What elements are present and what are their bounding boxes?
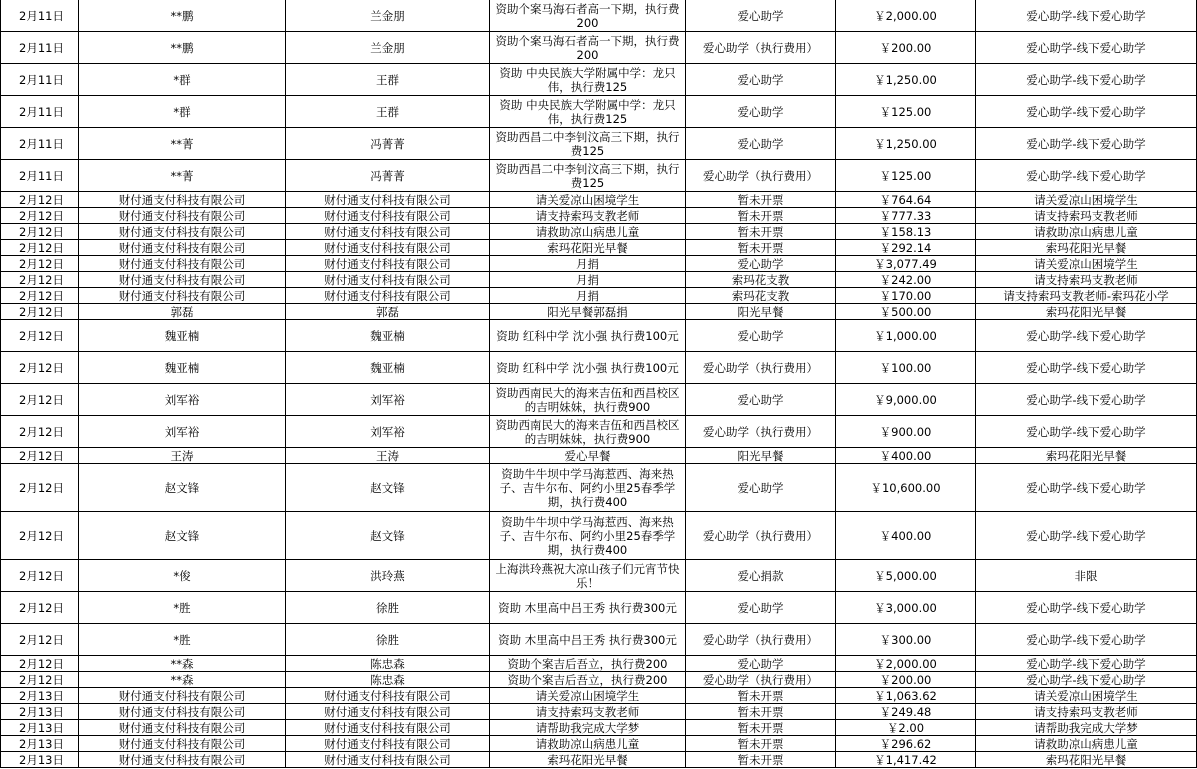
donor-cell: 赵文锋 — [79, 464, 286, 512]
date-cell: 2月13日 — [0, 704, 79, 720]
date-cell: 2月11日 — [0, 0, 79, 32]
project-cell: 爱心助学-线下爱心助学 — [976, 416, 1197, 448]
project-cell: 爱心助学-线下爱心助学 — [976, 352, 1197, 384]
project-cell: 请关爱凉山困境学生 — [976, 688, 1197, 704]
type-cell: 暂未开票 — [686, 736, 836, 752]
memo-cell: 月捐 — [490, 272, 686, 288]
donor-cell: 财付通支付科技有限公司 — [79, 272, 286, 288]
memo-cell: 资助 红科中学 沈小强 执行费100元 — [490, 320, 686, 352]
amount-cell: ￥2,000.00 — [836, 656, 976, 672]
donor-cell: 财付通支付科技有限公司 — [79, 240, 286, 256]
project-cell: 请救助凉山病患儿童 — [976, 736, 1197, 752]
memo-cell: 资助牛牛坝中学马海惹西、海来热子、吉牛尔布、阿约小里25春季学期，执行费400 — [490, 512, 686, 560]
donor-cell: **菁 — [79, 128, 286, 160]
project-cell: 爱心助学-线下爱心助学 — [976, 64, 1197, 96]
amount-cell: ￥125.00 — [836, 96, 976, 128]
project-cell: 爱心助学-线下爱心助学 — [976, 32, 1197, 64]
project-cell: 请支持索玛支教老师 — [976, 208, 1197, 224]
type-cell: 爱心捐款 — [686, 560, 836, 592]
memo-cell: 资助 木里高中吕王秀 执行费300元 — [490, 624, 686, 656]
project-cell: 索玛花阳光早餐 — [976, 448, 1197, 464]
amount-cell: ￥3,000.00 — [836, 592, 976, 624]
project-cell: 爱心助学-线下爱心助学 — [976, 128, 1197, 160]
name-cell: 财付通支付科技有限公司 — [286, 256, 490, 272]
donor-cell: 魏亚楠 — [79, 320, 286, 352]
memo-cell: 爱心早餐 — [490, 448, 686, 464]
donor-cell: **森 — [79, 656, 286, 672]
table-row — [0, 560, 1197, 592]
donor-cell: *群 — [79, 64, 286, 96]
project-cell: 爱心助学-线下爱心助学 — [976, 592, 1197, 624]
project-cell: 索玛花阳光早餐 — [976, 752, 1197, 768]
memo-cell: 资助西昌二中李钊汶高三下期，执行费125 — [490, 128, 686, 160]
type-cell: 暂未开票 — [686, 208, 836, 224]
donor-cell: *胜 — [79, 592, 286, 624]
date-cell: 2月12日 — [0, 256, 79, 272]
donor-cell: 魏亚楠 — [79, 352, 286, 384]
donor-cell: *俊 — [79, 560, 286, 592]
type-cell: 索玛花支教 — [686, 272, 836, 288]
donor-cell: **鹏 — [79, 32, 286, 64]
name-cell: 魏亚楠 — [286, 352, 490, 384]
date-cell: 2月12日 — [0, 224, 79, 240]
table-row — [0, 128, 1197, 160]
amount-cell: ￥2.00 — [836, 720, 976, 736]
type-cell: 索玛花支教 — [686, 288, 836, 304]
date-cell: 2月12日 — [0, 352, 79, 384]
name-cell: 财付通支付科技有限公司 — [286, 720, 490, 736]
donor-cell: 赵文锋 — [79, 512, 286, 560]
table-row — [0, 592, 1197, 624]
table-row — [0, 752, 1197, 768]
name-cell: 财付通支付科技有限公司 — [286, 736, 490, 752]
amount-cell: ￥1,063.62 — [836, 688, 976, 704]
type-cell: 爱心助学（执行费用） — [686, 160, 836, 192]
date-cell: 2月12日 — [0, 240, 79, 256]
type-cell: 阳光早餐 — [686, 448, 836, 464]
memo-cell: 请救助凉山病患儿童 — [490, 736, 686, 752]
donor-cell: 刘军裕 — [79, 416, 286, 448]
amount-cell: ￥200.00 — [836, 672, 976, 688]
name-cell: 陈忠森 — [286, 656, 490, 672]
memo-cell: 资助西南民大的海来吉伍和西昌校区的吉明妹妹，执行费900 — [490, 384, 686, 416]
amount-cell: ￥900.00 — [836, 416, 976, 448]
table-row — [0, 720, 1197, 736]
amount-cell: ￥300.00 — [836, 624, 976, 656]
donor-cell: **鹏 — [79, 0, 286, 32]
type-cell: 爱心助学 — [686, 256, 836, 272]
donor-cell: 财付通支付科技有限公司 — [79, 704, 286, 720]
memo-cell: 资助 红科中学 沈小强 执行费100元 — [490, 352, 686, 384]
name-cell: 财付通支付科技有限公司 — [286, 272, 490, 288]
amount-cell: ￥5,000.00 — [836, 560, 976, 592]
table-row — [0, 672, 1197, 688]
type-cell: 爱心助学 — [686, 384, 836, 416]
project-cell: 请支持索玛支教老师 — [976, 704, 1197, 720]
name-cell: 徐胜 — [286, 592, 490, 624]
project-cell: 请关爱凉山困境学生 — [976, 192, 1197, 208]
amount-cell: ￥170.00 — [836, 288, 976, 304]
amount-cell: ￥400.00 — [836, 448, 976, 464]
type-cell: 爱心助学 — [686, 592, 836, 624]
memo-cell: 上海洪玲燕祝大凉山孩子们元宵节快乐！ — [490, 560, 686, 592]
date-cell: 2月12日 — [0, 464, 79, 512]
memo-cell: 索玛花阳光早餐 — [490, 752, 686, 768]
donor-cell: 财付通支付科技有限公司 — [79, 688, 286, 704]
name-cell: 财付通支付科技有限公司 — [286, 240, 490, 256]
table-row — [0, 688, 1197, 704]
table-row — [0, 240, 1197, 256]
table-row — [0, 352, 1197, 384]
table-row — [0, 704, 1197, 720]
name-cell: 财付通支付科技有限公司 — [286, 208, 490, 224]
name-cell: 徐胜 — [286, 624, 490, 656]
donor-cell: 财付通支付科技有限公司 — [79, 736, 286, 752]
name-cell: 财付通支付科技有限公司 — [286, 688, 490, 704]
table-row — [0, 736, 1197, 752]
amount-cell: ￥777.33 — [836, 208, 976, 224]
date-cell: 2月12日 — [0, 208, 79, 224]
type-cell: 爱心助学 — [686, 128, 836, 160]
project-cell: 爱心助学-线下爱心助学 — [976, 320, 1197, 352]
project-cell: 爱心助学-线下爱心助学 — [976, 0, 1197, 32]
project-cell: 请帮助我完成大学梦 — [976, 720, 1197, 736]
amount-cell: ￥400.00 — [836, 512, 976, 560]
memo-cell: 月捐 — [490, 256, 686, 272]
name-cell: 陈忠森 — [286, 672, 490, 688]
table-row — [0, 272, 1197, 288]
name-cell: 王群 — [286, 96, 490, 128]
amount-cell: ￥500.00 — [836, 304, 976, 320]
memo-cell: 资助个案马海石者高一下期，执行费200 — [490, 32, 686, 64]
project-cell: 索玛花阳光早餐 — [976, 240, 1197, 256]
name-cell: 赵文锋 — [286, 512, 490, 560]
table-row — [0, 624, 1197, 656]
memo-cell: 资助个案吉后吾立，执行费200 — [490, 656, 686, 672]
project-cell: 爱心助学-线下爱心助学 — [976, 624, 1197, 656]
amount-cell: ￥764.64 — [836, 192, 976, 208]
amount-cell: ￥1,250.00 — [836, 64, 976, 96]
table-row — [0, 160, 1197, 192]
name-cell: 王群 — [286, 64, 490, 96]
memo-cell: 月捐 — [490, 288, 686, 304]
type-cell: 暂未开票 — [686, 240, 836, 256]
memo-cell: 请关爱凉山困境学生 — [490, 688, 686, 704]
donor-cell: 财付通支付科技有限公司 — [79, 208, 286, 224]
type-cell: 爱心助学 — [686, 464, 836, 512]
memo-cell: 资助 中央民族大学附属中学：龙只伟，执行费125 — [490, 96, 686, 128]
amount-cell: ￥9,000.00 — [836, 384, 976, 416]
table-row — [0, 448, 1197, 464]
type-cell: 爱心助学 — [686, 96, 836, 128]
memo-cell: 索玛花阳光早餐 — [490, 240, 686, 256]
table-row — [0, 224, 1197, 240]
name-cell: 财付通支付科技有限公司 — [286, 192, 490, 208]
type-cell: 阳光早餐 — [686, 304, 836, 320]
date-cell: 2月12日 — [0, 416, 79, 448]
type-cell: 暂未开票 — [686, 688, 836, 704]
table-row — [0, 256, 1197, 272]
name-cell: 魏亚楠 — [286, 320, 490, 352]
name-cell: 财付通支付科技有限公司 — [286, 224, 490, 240]
project-cell: 爱心助学-线下爱心助学 — [976, 160, 1197, 192]
table-row — [0, 288, 1197, 304]
donor-cell: 财付通支付科技有限公司 — [79, 256, 286, 272]
date-cell: 2月12日 — [0, 320, 79, 352]
project-cell: 爱心助学-线下爱心助学 — [976, 464, 1197, 512]
project-cell: 非限 — [976, 560, 1197, 592]
date-cell: 2月12日 — [0, 592, 79, 624]
donor-cell: 刘军裕 — [79, 384, 286, 416]
date-cell: 2月13日 — [0, 752, 79, 768]
table-row — [0, 320, 1197, 352]
type-cell: 爱心助学（执行费用） — [686, 32, 836, 64]
date-cell: 2月12日 — [0, 192, 79, 208]
memo-cell: 请救助凉山病患儿童 — [490, 224, 686, 240]
memo-cell: 资助西南民大的海来吉伍和西昌校区的吉明妹妹，执行费900 — [490, 416, 686, 448]
project-cell: 请关爱凉山困境学生 — [976, 256, 1197, 272]
amount-cell: ￥200.00 — [836, 32, 976, 64]
donor-cell: 王涛 — [79, 448, 286, 464]
date-cell: 2月12日 — [0, 304, 79, 320]
name-cell: 刘军裕 — [286, 384, 490, 416]
memo-cell: 资助个案马海石者高一下期，执行费200 — [490, 0, 686, 32]
project-cell: 爱心助学-线下爱心助学 — [976, 96, 1197, 128]
name-cell: 冯菁菁 — [286, 128, 490, 160]
donor-cell: 财付通支付科技有限公司 — [79, 752, 286, 768]
donor-cell: **菁 — [79, 160, 286, 192]
donor-cell: 财付通支付科技有限公司 — [79, 720, 286, 736]
type-cell: 爱心助学（执行费用） — [686, 352, 836, 384]
name-cell: 赵文锋 — [286, 464, 490, 512]
date-cell: 2月12日 — [0, 624, 79, 656]
name-cell: 郭磊 — [286, 304, 490, 320]
memo-cell: 资助个案吉后吾立，执行费200 — [490, 672, 686, 688]
date-cell: 2月12日 — [0, 272, 79, 288]
table-row — [0, 464, 1197, 512]
amount-cell: ￥125.00 — [836, 160, 976, 192]
name-cell: 冯菁菁 — [286, 160, 490, 192]
table-row — [0, 656, 1197, 672]
type-cell: 爱心助学（执行费用） — [686, 416, 836, 448]
table-row — [0, 64, 1197, 96]
table-row — [0, 384, 1197, 416]
amount-cell: ￥2,000.00 — [836, 0, 976, 32]
project-cell: 爱心助学-线下爱心助学 — [976, 512, 1197, 560]
type-cell: 爱心助学 — [686, 320, 836, 352]
type-cell: 爱心助学（执行费用） — [686, 624, 836, 656]
table-row — [0, 0, 1197, 32]
type-cell: 暂未开票 — [686, 720, 836, 736]
memo-cell: 资助 木里高中吕王秀 执行费300元 — [490, 592, 686, 624]
amount-cell: ￥3,077.49 — [836, 256, 976, 272]
type-cell: 暂未开票 — [686, 192, 836, 208]
table-row — [0, 304, 1197, 320]
project-cell: 请支持索玛支教老师-索玛花小学 — [976, 288, 1197, 304]
donor-cell: 财付通支付科技有限公司 — [79, 224, 286, 240]
date-cell: 2月11日 — [0, 96, 79, 128]
project-cell: 爱心助学-线下爱心助学 — [976, 384, 1197, 416]
amount-cell: ￥292.14 — [836, 240, 976, 256]
amount-cell: ￥158.13 — [836, 224, 976, 240]
donor-cell: 财付通支付科技有限公司 — [79, 288, 286, 304]
memo-cell: 请帮助我完成大学梦 — [490, 720, 686, 736]
type-cell: 爱心助学（执行费用） — [686, 672, 836, 688]
date-cell: 2月13日 — [0, 736, 79, 752]
date-cell: 2月12日 — [0, 656, 79, 672]
amount-cell: ￥242.00 — [836, 272, 976, 288]
amount-cell: ￥1,000.00 — [836, 320, 976, 352]
date-cell: 2月12日 — [0, 448, 79, 464]
donor-cell: 郭磊 — [79, 304, 286, 320]
date-cell: 2月12日 — [0, 384, 79, 416]
type-cell: 暂未开票 — [686, 224, 836, 240]
project-cell: 索玛花阳光早餐 — [976, 304, 1197, 320]
name-cell: 财付通支付科技有限公司 — [286, 704, 490, 720]
amount-cell: ￥10,600.00 — [836, 464, 976, 512]
date-cell: 2月11日 — [0, 160, 79, 192]
table-row — [0, 192, 1197, 208]
donor-cell: 财付通支付科技有限公司 — [79, 192, 286, 208]
name-cell: 兰金朋 — [286, 0, 490, 32]
project-cell: 请支持索玛支教老师 — [976, 272, 1197, 288]
memo-cell: 资助 中央民族大学附属中学：龙只伟，执行费125 — [490, 64, 686, 96]
name-cell: 洪玲燕 — [286, 560, 490, 592]
type-cell: 暂未开票 — [686, 752, 836, 768]
amount-cell: ￥100.00 — [836, 352, 976, 384]
amount-cell: ￥296.62 — [836, 736, 976, 752]
memo-cell: 资助西昌二中李钊汶高三下期，执行费125 — [490, 160, 686, 192]
amount-cell: ￥1,417.42 — [836, 752, 976, 768]
date-cell: 2月12日 — [0, 512, 79, 560]
donor-cell: **森 — [79, 672, 286, 688]
name-cell: 兰金朋 — [286, 32, 490, 64]
type-cell: 爱心助学 — [686, 656, 836, 672]
memo-cell: 请支持索玛支教老师 — [490, 208, 686, 224]
memo-cell: 资助牛牛坝中学马海惹西、海来热子、吉牛尔布、阿约小里25春季学期，执行费400 — [490, 464, 686, 512]
date-cell: 2月12日 — [0, 672, 79, 688]
date-cell: 2月12日 — [0, 560, 79, 592]
donor-cell: *群 — [79, 96, 286, 128]
date-cell: 2月12日 — [0, 288, 79, 304]
memo-cell: 请关爱凉山困境学生 — [490, 192, 686, 208]
name-cell: 王涛 — [286, 448, 490, 464]
date-cell: 2月13日 — [0, 688, 79, 704]
date-cell: 2月11日 — [0, 128, 79, 160]
amount-cell: ￥1,250.00 — [836, 128, 976, 160]
name-cell: 财付通支付科技有限公司 — [286, 752, 490, 768]
memo-cell: 阳光早餐郭磊捐 — [490, 304, 686, 320]
amount-cell: ￥249.48 — [836, 704, 976, 720]
table-row — [0, 512, 1197, 560]
table-row — [0, 32, 1197, 64]
memo-cell: 请支持索玛支教老师 — [490, 704, 686, 720]
type-cell: 爱心助学 — [686, 0, 836, 32]
date-cell: 2月11日 — [0, 32, 79, 64]
type-cell: 爱心助学 — [686, 64, 836, 96]
donor-cell: *胜 — [79, 624, 286, 656]
date-cell: 2月13日 — [0, 720, 79, 736]
table-row — [0, 416, 1197, 448]
type-cell: 爱心助学（执行费用） — [686, 512, 836, 560]
table-row — [0, 96, 1197, 128]
project-cell: 爱心助学-线下爱心助学 — [976, 672, 1197, 688]
name-cell: 财付通支付科技有限公司 — [286, 288, 490, 304]
date-cell: 2月11日 — [0, 64, 79, 96]
project-cell: 请救助凉山病患儿童 — [976, 224, 1197, 240]
project-cell: 爱心助学-线下爱心助学 — [976, 656, 1197, 672]
type-cell: 暂未开票 — [686, 704, 836, 720]
name-cell: 刘军裕 — [286, 416, 490, 448]
table-row — [0, 208, 1197, 224]
